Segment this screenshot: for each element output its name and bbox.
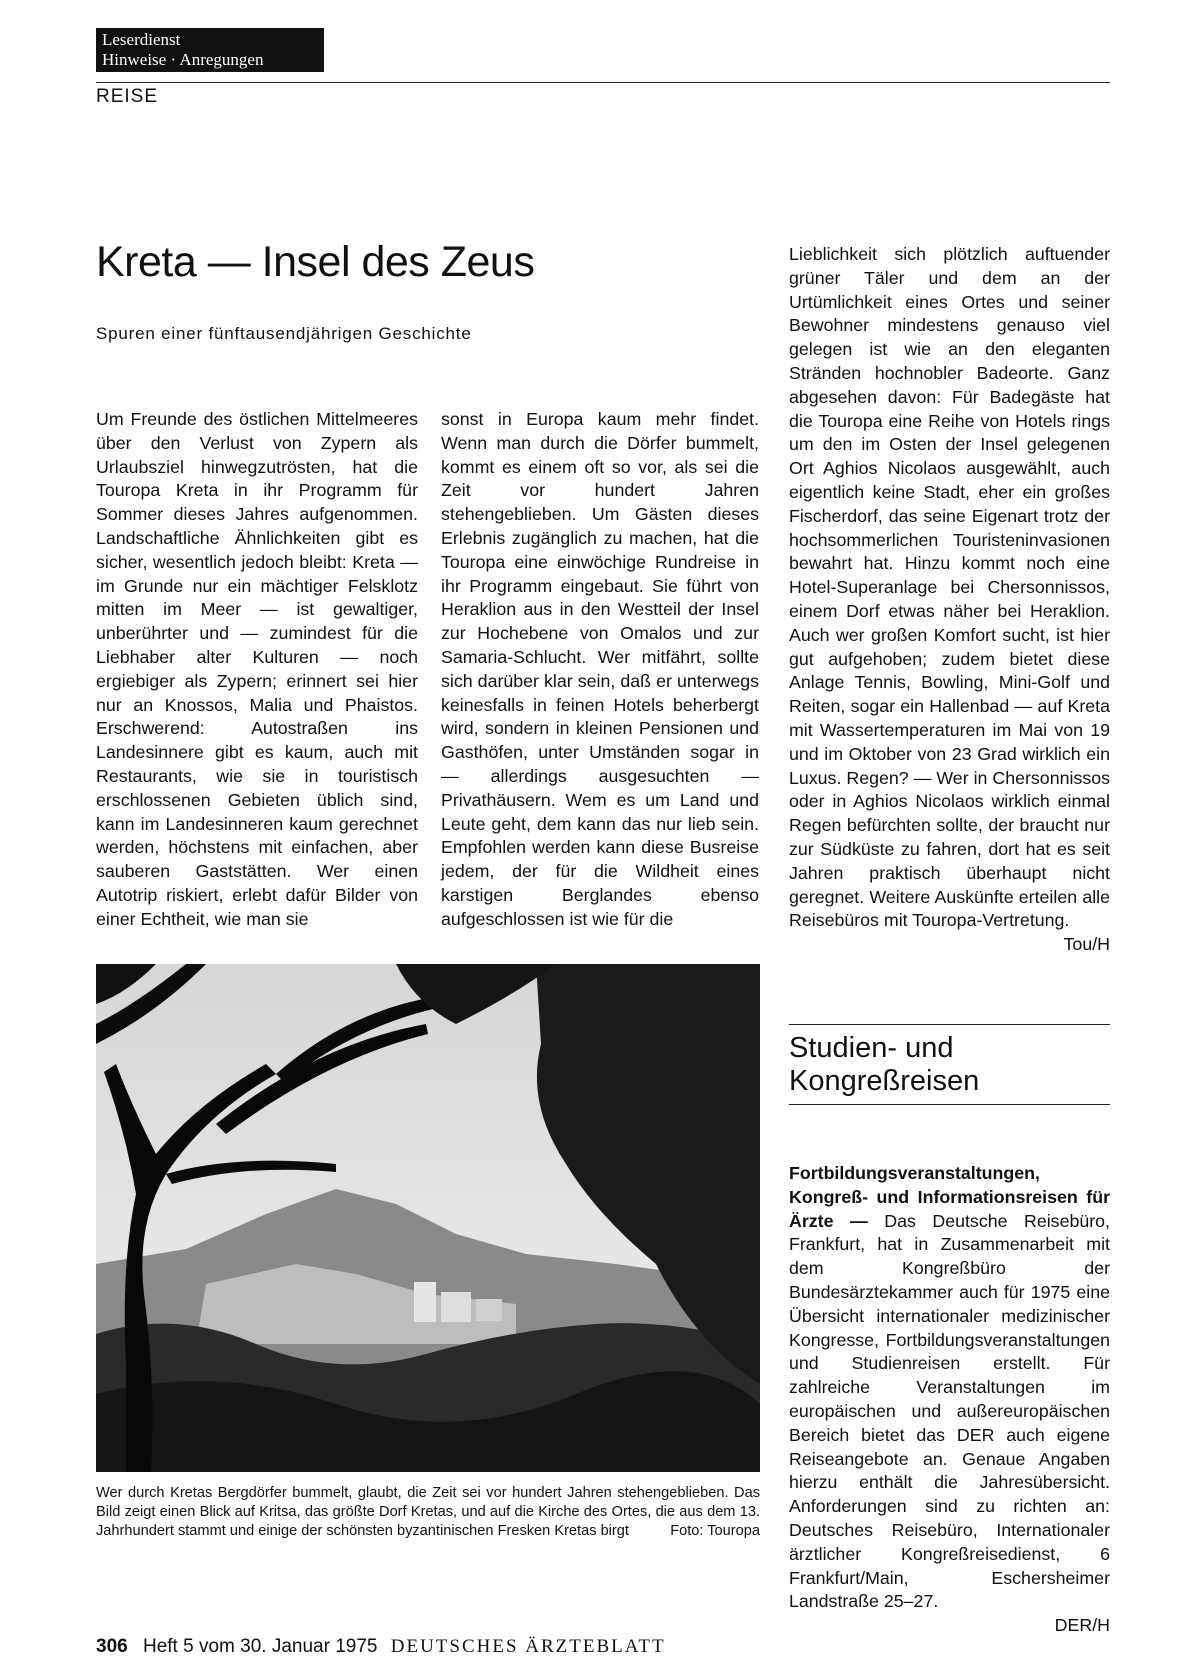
box-bottom-rule: [789, 1104, 1110, 1105]
article-title: Kreta — Insel des Zeus: [96, 238, 535, 286]
photo-caption: [96, 1484, 760, 1542]
column-3-signature-row: [789, 933, 1110, 957]
column-2-text: sonst in Europa kaum mehr findet. Wenn man durch die Dörfer bummelt, kommt es einem oft so vor, als sei die Zeit vor hundert Jahren stehengeblieben. Um Gästen dieses Erlebnis zugänglich zu machen, hat die Touropa eine einwöchige Rundreise in ihr Programm eingebaut. Sie führt von Heraklion aus in den Westteil der Insel zur Hochebene von Omalos und zur Samaria-Schlucht. Wer mitfährt, sollte sich darüber klar sein, daß er unterwegs keinesfalls in feinen Hotels beherbergt wird, sondern in kleinen Pensionen und Gasthöfen, unter Umständen sogar in — allerdings ausgesuchten — Privathäusern. Wem es um Land und Leute geht, dem kann das nur lieb sein. Empfohlen werden kann diese Busreise jedem, der für die Wildheit eines karstigen Berglandes ebenso aufgeschlossen ist wie für die: [441, 409, 759, 929]
box-signature: DER/H: [1054, 1615, 1110, 1636]
column-1-text: Um Freunde des östlichen Mittelmeeres über den Verlust von Zypern als Urlaubsziel hinwegzutrösten, hat die Touropa Kreta in ihr Programm für Sommer dieses Jahres aufgenommen. Landschaftliche Ähnlichkeiten gibt es sicher, wesentlich jedoch bleibt: Kreta — im Grunde nur ein mächtiger Felsklotz mitten im Meer — ist gewaltiger, unberührter und — zumindest für die Liebhaber alter Kulturen — noch ergiebiger als Zypern; erinnert sei hier nur an Knossos, Malia und Phaistos. Erschwerend: Autostraßen ins Landesinnere gibt es kaum, auch mit Restaurants, wie sie in touristisch erschlossenen Gebieten üblich sind, kann im Landesinneren kaum gerechnet werden, höchstens mit einfachen, aber sauberen Gaststätten. Wer einen Autotrip riskiert, erlebt dafür Bilder von einer Echtheit, wie man sie: [96, 409, 418, 929]
box-column: [789, 1162, 1110, 1638]
badge-line-1: Leserdienst: [102, 30, 181, 49]
badge-line-2: Hinweise · Anregungen: [102, 50, 264, 69]
article-column-1: [96, 408, 418, 932]
photo-credit: Foto: Touropa: [670, 1523, 760, 1540]
column-3-text: Lieblichkeit sich plötzlich auftuender grüner Täler und dem an der Urtümlichkeit eines Ortes und seiner Bewohner mindestens genauso viel gelegen ist wie an den eleganten Stränden hochnobler Badeorte. Ganz abgesehen davon: Für Badegäste hat die Touropa eine Reihe von Hotels rings um den im Osten der Insel gelegenen Ort Aghios Nicolaos ausgewählt, auch eigentlich keine Stadt, eher ein großes Fischerdorf, das seine Eigenart trotz der hochsommerlichen Touristeninvasionen bewahrt hat. Hinzu kommt noch eine Hotel-Superanlage bei Chersonnissos, einem Dorf etwas näher bei Heraklion. Auch wer großen Komfort sucht, ist hier gut aufgehoben; zudem bietet diese Anlage Tennis, Bowling, Mini-Golf und Reiten, sogar ein Hallenbad — auf Kreta mit Wassertemperaturen im Mai von 19 und im Oktober von 23 Grad wirklich ein Luxus. Regen? — Wer in Chersonnissos oder in Aghios Nicolaos wirklich einmal Regen befürchten sollte, der braucht nur zur Südküste zu fahren, dort hat es seit Jahren praktisch überhaupt nicht geregnet. Weitere Auskünfte erteilen alle Reisebüros mit Touropa-Vertretung.: [789, 244, 1110, 931]
box-text: [789, 1162, 1110, 1614]
caption-text: Wer durch Kretas Bergdörfer bummelt, glaubt, die Zeit sei vor hundert Jahren stehengeblieben. Das Bild zeigt einen Blick auf Kritsa, das größte Dorf Kretas, und auf die Kirche des Ortes, die aus dem 13. Jahrhundert stammt und einige der schönsten byzantinischen Fresken Kretas birgt: [96, 1485, 760, 1540]
article-column-2: [441, 408, 759, 932]
box-heading-line-1: Studien- und: [789, 1032, 954, 1064]
box-signature-row: [789, 1614, 1110, 1638]
section-badge: [96, 28, 324, 72]
article-column-3: [789, 243, 1110, 957]
magazine-name: DEUTSCHES ÄRZTEBLATT: [390, 1636, 666, 1657]
box-heading: [789, 1032, 1110, 1098]
article-subtitle: Spuren einer fünftausendjährigen Geschichte: [96, 324, 472, 343]
box-top-rule: [789, 1024, 1110, 1025]
box-lead: Fortbildungsveranstaltungen, Kongreß- und Informationsreisen für Ärzte —: [789, 1163, 1110, 1231]
section-label: REISE: [96, 86, 159, 107]
issue-info: Heft 5 vom 30. Januar 1975: [142, 1636, 378, 1657]
box-body: Das Deutsche Reisebüro, Frankfurt, hat in Zusammenarbeit mit dem Kongreßbüro der Bundesärztekammer auch für 1975 eine Übersicht internationaler medizinischer Kongresse, Fortbildungsveranstaltungen und Studienreisen erstellt. Für zahlreiche Veranstaltungen im europäischen und außereuropäischen Bereich bietet das DER auch eigene Reiseangebote an. Genaue Angaben hierzu enthält die Jahresübersicht. Anforderungen sind zu richten an: Deutsches Reisebüro, Internationaler ärztlicher Kongreßreisedienst, 6 Frankfurt/Main, Eschersheimer Landstraße 25–27.: [789, 1210, 1110, 1612]
header-rule: [96, 82, 1110, 83]
kritsa-photo: [96, 964, 760, 1472]
box-heading-line-2: Kongreßreisen: [789, 1065, 980, 1097]
page-footer: [96, 1636, 666, 1658]
page-number: 306: [96, 1636, 128, 1657]
article-signature: Tou/H: [1063, 934, 1110, 955]
